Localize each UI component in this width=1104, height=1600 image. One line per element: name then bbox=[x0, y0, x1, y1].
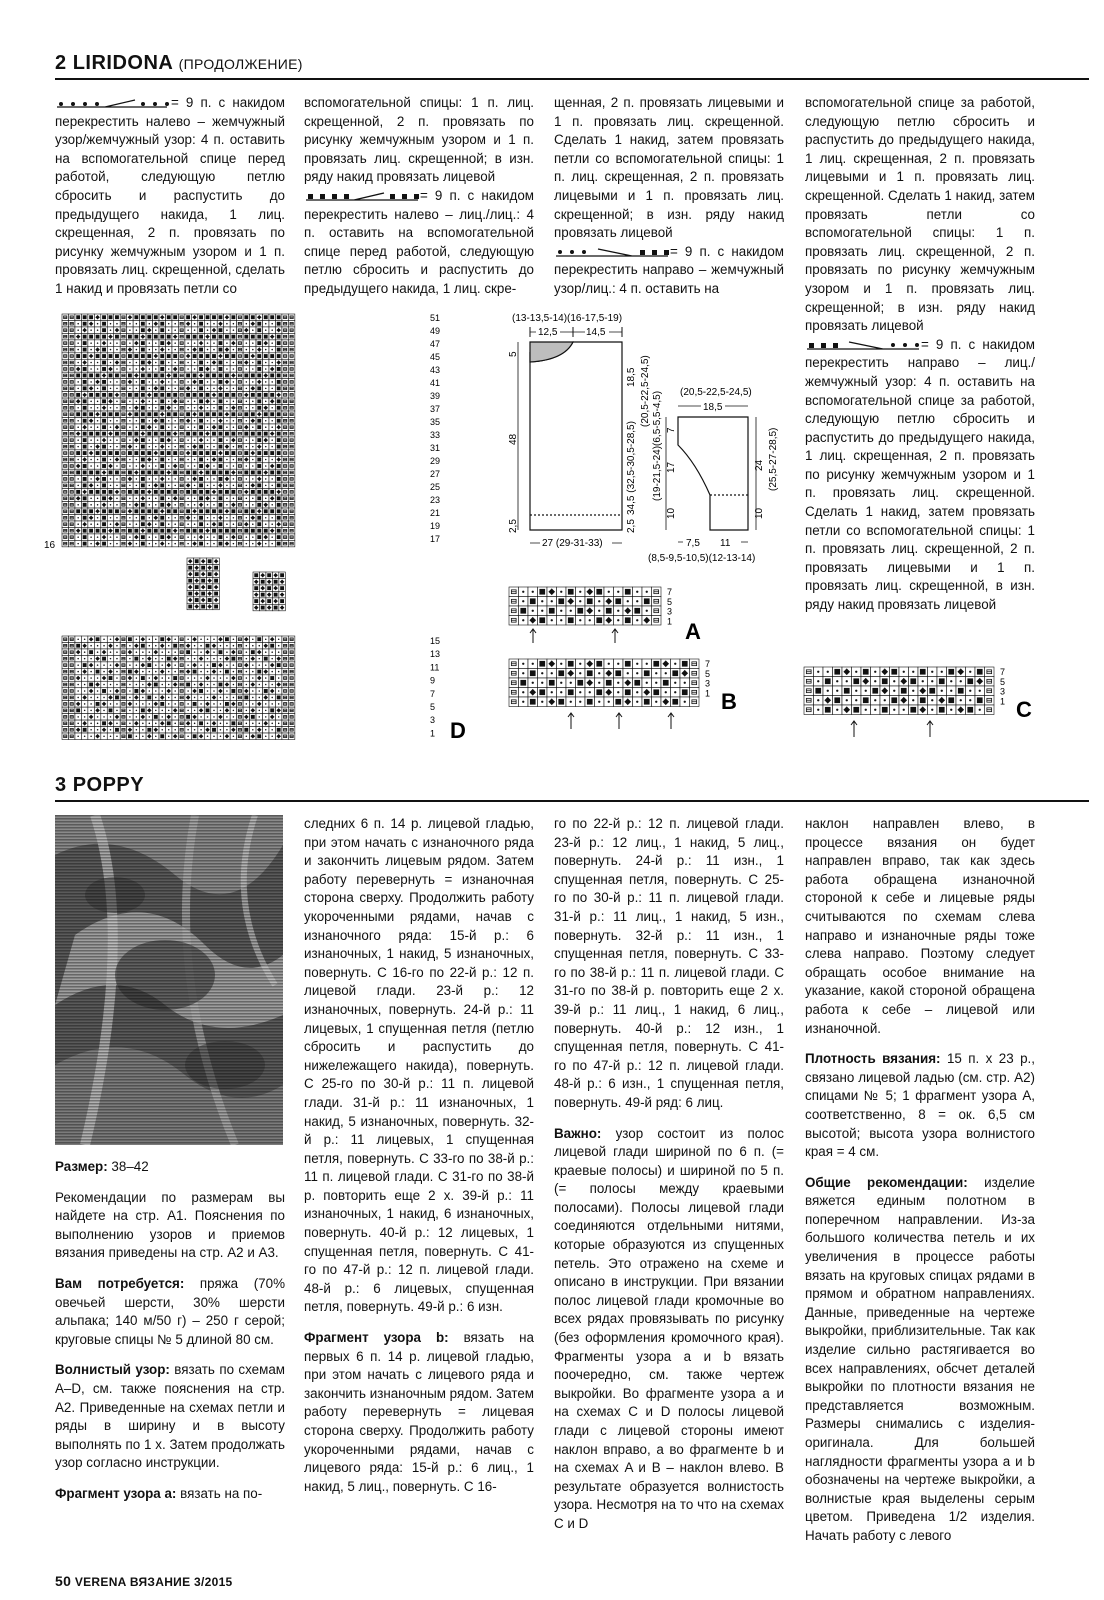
chart-a-label: A bbox=[685, 619, 701, 644]
row-label: 5 bbox=[705, 668, 711, 679]
chart-d-left-label: 16 bbox=[44, 540, 56, 551]
fragment-a-label: Фрагмент узора a: bbox=[55, 1485, 177, 1501]
reco-text: Рекомендации по размерам вы найдете на стр. А1. Пояснения по выполнению узоров и приемов вязания приведены на стр. А2 и А3. bbox=[55, 1189, 285, 1261]
body-piece bbox=[530, 342, 622, 530]
row-label: 5 bbox=[667, 596, 673, 607]
chart-b-label: B bbox=[721, 689, 737, 714]
important-text: узор состоит из полос лицевой глади шириной по 6 п. (= краевые полосы) и шириной по 5 п. (= полосы между краевыми полосами). Полосы лицевой глади соединяются отдельными нитями, которые образуются из спущенных петель. Это отражено на схеме и описано в инструкции. При вязании полос лицевой глади кромочные во всех рядах провязывать по рисунку (без оформления кромочного края). Фрагменты узора a и b вязать поочередно, см. также чертеж выкройки. Во фрагменте узора a и на схемах C и D полосы лицевой глади с лицевой стороны имеют наклон вправо, а во фрагменте b и на схемах A и B – наклон влево. В результате образуется волнистость узора. Несмотря на то что на схемах C и D bbox=[554, 1125, 784, 1531]
chart-d-middle-grid bbox=[187, 558, 285, 611]
row-label: 15 bbox=[430, 636, 441, 646]
section3-col2-p1: следних 6 п. 14 р. лицевой гладью, при этом начать с изнаночного ряда и закончить лицевым рядом. Затем работу перевернуть = изнаночная сторона сверху. Продолжить работу укороченными рядами, начав с изнаночного ряда: 15-й р.: 6 изнаночных, 1 накид, 5 изнаночных, повернуть. С 16-го по 22-й р.: 12 п. лицевой глади. 23-й р.: 12 изнаночных, повернуть. 24-й р.: 11 лицевых, 1 спущенная петля (петлю сбросить и распустить до нижележащего накида), повернуть. С 25-го по 30-й р.: 11 п. лицевой глади. 31-й р.: 11 изнаночных, 1 накид, 5 изнаночных, повернуть. 32-й р.: 11 лицевых, 1 спущенная петля, повернуть. С 33-го по 38-й р.: 11 п. лицевой глади. С 31-го по 38-й р. повторить еще 2 х. 39-й р.: 11 изнаночных, 1 накид, 6 изнаночных, повернуть. 40-й р.: 12 лицевых, 1 спущенная петля, повернуть. С 41-го по 47-й р.: 12 п. лицевой глади. 48-й р.: 6 лицевых, спущенная петля, повернуть. 49-й р.: 6 изн. bbox=[304, 816, 534, 1315]
size-label: Размер: bbox=[55, 1159, 108, 1174]
chart-b-grid bbox=[509, 659, 699, 707]
section3-title bbox=[55, 774, 144, 797]
section3-col3 bbox=[554, 815, 784, 1546]
section2-col3-p1: щенная, 2 п. провязать лицевыми и 1 п. провязать лиц. скрещенной. Сделать 1 накид, затем провязать петли со вспомогательной спицы: 1 п. лиц. скрещенная, 2 п. провязать лицевыми и 1 п. провязать лиц. скрещенной; в изн. ряду накид провязать лицевой bbox=[554, 95, 784, 241]
chart-d-top-row-labels bbox=[430, 313, 440, 544]
body-hem-left: 2,5 bbox=[508, 519, 519, 533]
chart-a bbox=[505, 585, 715, 645]
page-number: 50 bbox=[55, 1573, 72, 1589]
row-label: 1 bbox=[1000, 696, 1006, 707]
row-label: 7 bbox=[430, 688, 436, 699]
section2-col1-p1: = 9 п. с накидом перекрестить налево – жемчужный узор/жемчужный узор: 4 п. оставить на вспомогательной спице перед работой, следующую петлю сбросить и распустить до предыдущего накида, 1 лиц. скрещенная, 2 п. провязать по рисунку жемчужным узором и 1 п. провязать лиц. скрещенной, сделать 1 накид и провязать петли со bbox=[55, 95, 285, 296]
row-label: 3 bbox=[667, 606, 673, 617]
chart-d-bottom-row-labels bbox=[430, 636, 440, 738]
section2-title bbox=[55, 52, 303, 75]
row-label: 7 bbox=[1000, 667, 1006, 677]
sleeve-cap: (19-21,5-24)(6,5-5,5-4,5) bbox=[652, 390, 663, 501]
section3-name: POPPY bbox=[72, 774, 145, 796]
sleeve-right-alt: (25,5-27-28,5) bbox=[768, 427, 779, 491]
row-label: 35 bbox=[430, 417, 441, 427]
chart-d-bottom-grid bbox=[62, 636, 295, 739]
section2-rule bbox=[55, 78, 1089, 80]
chart-c bbox=[800, 665, 1040, 745]
body-neck-depth: 5 bbox=[508, 351, 519, 357]
row-label: 13 bbox=[430, 649, 441, 660]
section3-col2 bbox=[304, 815, 534, 1508]
chart-c-label: C bbox=[1016, 697, 1032, 722]
sleeve-bottom-w1: 7,5 bbox=[686, 538, 700, 549]
sleeve-bottom-alt: (8,5-9,5-10,5)(12-13-14) bbox=[648, 553, 756, 564]
body-top-dims: (13-13,5-14)(16-17,5-19) bbox=[512, 313, 623, 324]
row-label: 31 bbox=[430, 443, 441, 453]
section2-col2 bbox=[304, 94, 534, 311]
chart-a-grid bbox=[509, 587, 661, 625]
page-footer bbox=[55, 1573, 233, 1589]
row-label: 7 bbox=[705, 659, 711, 669]
section2-col4-p2: = 9 п. с накидом перекрестить направо – лиц./жемчужный узор: 4 п. оставить на вспомогательной спице за работой, следующую петлю сбросить и распустить до предыдущего накида, 1 лиц. скрещенная, 2 п. провязать по рисунку жемчужным узором и 1 п. провязать лиц. скрещенной. Сделать 1 накид, затем провязать петли со вспомогательной спицы: 1 п. провязать лиц. скрещенной, 2 п. провязать лицевыми и 1 п. провязать лиц. скрещенной, в изн. ряду накид провязать лицевой bbox=[805, 336, 1035, 613]
section2-col2-p1: вспомогательной спицы: 1 п. лиц. скрещенной, 2 п. провязать по рисунку жемчужным узором и 1 п. провязать лиц. скрещенной; в изн. ряду накид провязать лицевой bbox=[304, 95, 534, 185]
sleeve-bottom-w2: 11 bbox=[720, 538, 731, 549]
row-label: 27 bbox=[430, 469, 441, 479]
row-label: 1 bbox=[667, 616, 673, 627]
sleeve-hem: 10 bbox=[666, 507, 677, 519]
sleeve-top-width: 18,5 bbox=[703, 402, 723, 413]
row-label: 43 bbox=[430, 365, 441, 375]
body-width: 27 (29-31-33) bbox=[542, 538, 603, 549]
magazine-name: VERENA ВЯЗАНИЕ 3/2015 bbox=[74, 1575, 233, 1589]
row-label: 9 bbox=[430, 675, 436, 686]
sleeve-right-hem: 10 bbox=[754, 507, 765, 519]
fragment-b-label: Фрагмент узора b: bbox=[304, 1330, 449, 1346]
row-label: 1 bbox=[430, 728, 436, 739]
general-text: изделие вяжется единым полотном в поперечном направлении. Из-за большого количества петель и их увеличения в процессе работы вязать на круговых спицах рядами в прямом и обратном направлениях. Данные, приведенные на чертеже выкройки, приблизительные. Так как изделие сильно растягивается во всех направлениях, обсчет деталей выкройки по плотности вязания не представляется возможным. Размеры снимались с изделия-оригинала. Для большей наглядности фрагменты узора a и b обозначены на чертеже выкройки, а волнистые края выделены серым цветом. Приведена 1/2 изделия. Начать работу с левого bbox=[805, 1174, 1035, 1543]
sleeve-piece bbox=[678, 417, 748, 530]
cable-symbol-icon bbox=[554, 246, 670, 258]
section2-number: 2 bbox=[55, 52, 67, 74]
row-label: 5 bbox=[1000, 676, 1006, 687]
cable-symbol-icon bbox=[805, 339, 921, 351]
section2-col4 bbox=[805, 94, 1035, 627]
body-hem-right: 2,5 bbox=[626, 519, 637, 533]
body-neck-width: 12,5 bbox=[538, 327, 558, 338]
general-label: Общие рекомендации: bbox=[805, 1174, 968, 1190]
size-value: 38–42 bbox=[111, 1159, 149, 1174]
row-label: 3 bbox=[1000, 686, 1006, 697]
chart-d-top-grid bbox=[62, 314, 295, 547]
row-label: 21 bbox=[430, 508, 441, 518]
chart-a-row-labels bbox=[667, 587, 672, 626]
density-label: Плотность вязания: bbox=[805, 1051, 941, 1067]
wave-pattern-text: вязать по схемам A–D, см. также пояснения на стр. А2. Приведенные на схемах петли и ряды в ширину и в высоту выполнять по 1 х. Затем продолжать узор согласно инструкции. bbox=[55, 1362, 285, 1471]
wave-pattern-label: Волнистый узор: bbox=[55, 1362, 170, 1378]
chart-d bbox=[40, 310, 480, 740]
important-label: Важно: bbox=[554, 1125, 602, 1141]
sleeve-cap-height: 7 bbox=[666, 427, 677, 433]
body-height: 48 bbox=[508, 433, 519, 445]
density-text: 15 п. х 23 р., связано лицевой ладью (см. стр. А2) спицами № 5; 1 фрагмент узора А, соответственно, 8 = ок. 6,5 см высотой; высота узора волнистого края = 4 см. bbox=[805, 1051, 1035, 1160]
sleeve-top-dims: (20,5-22,5-24,5) bbox=[680, 387, 752, 398]
row-label: 19 bbox=[430, 521, 441, 531]
section3-col3-p1: го по 22-й р.: 12 п. лицевой глади. 23-й р.: 12 лиц., 1 накид, 5 лиц., повернуть. 24-й р.: 11 изн., 1 спущенная петля, повернуть. С 25-го по 30-й р.: 11 п. лицевой глади. 31-й р.: 11 лиц., 1 накид, 5 изн., повернуть. 32-й р.: 11 изн., 1 спущенная петля, повернуть. С 33-го по 38-й р.: 11 п. лицевой глади. С 31-го по 38-й р. повторить еще 2 х. 39-й р.: 11 лиц., 1 накид, 6 лиц., повернуть. 40-й р.: 12 изн., 1 спущенная петля, повернуть. С 41-го по 47-й р.: 12 п. лицевой глади. 48-й р.: 6 изн., 1 спущенная петля, повернуть. 49-й ряд: 6 лиц. bbox=[554, 816, 784, 1110]
row-label: 47 bbox=[430, 339, 441, 349]
sleeve-right-height: 24 bbox=[754, 459, 765, 471]
materials-text: пряжа (70% овечьей шерсти, 30% шерсти альпака; 140 м/50 г) – 250 г серой; круговые спицы № 5 длиной 80 см. bbox=[55, 1275, 285, 1347]
fragment-b-text: вязать на первых 6 п. 14 р. лицевой гладью, при этом начать с лицевого ряда и закончить изнаночным рядом. Затем работу перевернуть = лицевая сторона сверху. Продолжить работу укороченными рядами, начав с лицевого ряда: 15-й р.: 6 лиц., 1 накид, 5 лиц., повернуть. С 16- bbox=[304, 1330, 534, 1494]
row-label: 41 bbox=[430, 378, 441, 388]
row-label: 3 bbox=[430, 715, 436, 726]
body-shoulder-width: 14,5 bbox=[586, 327, 606, 338]
section2-col4-p1: вспомогательной спице за работой, следующую петлю сбросить и распустить до предыдущего накида, 1 лиц. скрещенная, 2 п. провязать лицевыми и 1 п. провязать лиц. скрещенной. Сделать 1 накид, затем провязать петли со вспомогательной спицы: 1 п. провязать лиц. скрещенной, 2 п. провязать по рисунку жемчужным узором и 1 п. провязать лиц. скрещенной; в изн. ряду накид провязать лицевой bbox=[805, 95, 1035, 334]
row-label: 37 bbox=[430, 404, 441, 414]
section2-col3 bbox=[554, 94, 784, 311]
body-armhole: 18,5 bbox=[626, 367, 637, 387]
row-label: 11 bbox=[430, 662, 440, 673]
section3-number: 3 bbox=[55, 774, 67, 796]
body-armhole-alt: (20,5-22,5-24,5) bbox=[640, 355, 651, 427]
poppy-photo bbox=[55, 815, 283, 1145]
section2-col1 bbox=[55, 94, 285, 311]
row-label: 33 bbox=[430, 430, 441, 440]
row-label: 17 bbox=[430, 534, 441, 544]
cable-symbol-icon bbox=[55, 97, 171, 109]
pattern-schematic bbox=[500, 305, 800, 575]
section3-col4-p1: наклон направлен влево, в процессе вязания он будет направлен вправо, так как здесь работа обращена изнаночной стороной к себе и лицевые ряды считываются по схемам слева направо и изнаночные ряды тоже слева направо. Поэтому следует обращать особое внимание на указание, какой стороной обращена работа к себе – лицевой или изнаночной. bbox=[805, 816, 1035, 1036]
row-label: 1 bbox=[705, 688, 711, 699]
cable-symbol-icon bbox=[304, 190, 420, 202]
section2-subtitle: (ПРОДОЛЖЕНИЕ) bbox=[178, 56, 303, 72]
chart-c-grid bbox=[804, 667, 994, 715]
row-label: 3 bbox=[705, 678, 711, 689]
section2-col2-p2: = 9 п. с накидом перекрестить налево – лиц./лиц.: 4 п. оставить на вспомогательной спице перед работой, следующую петлю сбросить и распустить до предыдущего накида, 1 лиц. скре- bbox=[304, 187, 534, 296]
section3-col4 bbox=[805, 815, 1035, 1558]
row-label: 51 bbox=[430, 313, 441, 323]
row-label: 29 bbox=[430, 456, 441, 466]
row-label: 23 bbox=[430, 495, 441, 505]
row-label: 7 bbox=[667, 587, 673, 597]
sleeve-length: 17 bbox=[666, 461, 677, 473]
fragment-a-text: вязать на по- bbox=[180, 1485, 263, 1501]
materials-label: Вам потребуется: bbox=[55, 1275, 185, 1291]
section3-rule bbox=[55, 800, 1089, 802]
section3-col1 bbox=[55, 1158, 285, 1516]
section2-col3-p2: = 9 п. с накидом перекрестить направо – жемчужный узор/лиц.: 4 п. оставить на bbox=[554, 243, 784, 296]
section2-name: LIRIDONA bbox=[72, 52, 173, 74]
row-label: 45 bbox=[430, 352, 441, 362]
chart-d-label: D bbox=[450, 718, 466, 740]
row-label: 25 bbox=[430, 482, 441, 492]
chart-c-row-labels bbox=[1000, 667, 1005, 706]
row-label: 49 bbox=[430, 326, 441, 336]
row-label: 39 bbox=[430, 391, 441, 401]
chart-b-row-labels bbox=[705, 659, 710, 698]
chart-b bbox=[505, 657, 745, 737]
row-label: 5 bbox=[430, 702, 436, 712]
body-side: 34,5 (32,5-30,5-28,5) bbox=[626, 421, 637, 515]
